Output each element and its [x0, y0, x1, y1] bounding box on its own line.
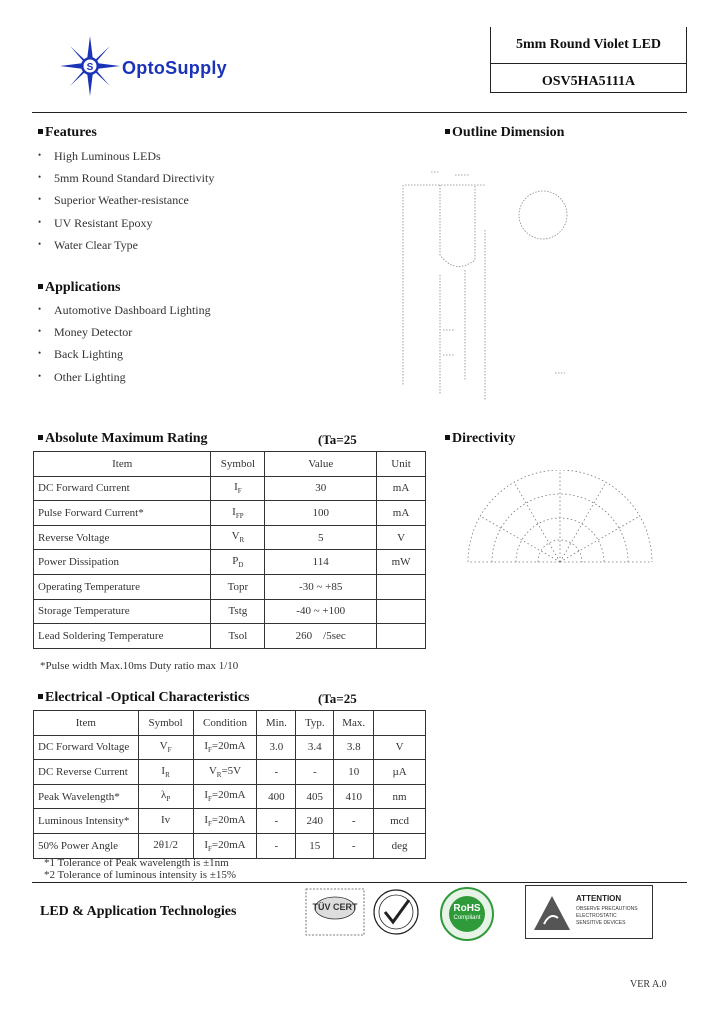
- square-bullet-icon: [38, 435, 43, 440]
- list-item: • Automotive Dashboard Lighting: [32, 303, 211, 325]
- unit-cell: nm: [374, 784, 426, 809]
- symbol-cell: Tstg: [211, 599, 265, 624]
- symbol-cell: $\lambda_P$: [138, 784, 193, 809]
- table-row: [34, 599, 426, 624]
- value-cell: 30: [265, 476, 377, 501]
- table-row: [34, 550, 426, 575]
- list-item: • High Luminous LEDs: [32, 149, 214, 171]
- col-header: Unit: [377, 452, 426, 477]
- min-cell: -: [257, 833, 296, 858]
- unit-cell: V: [377, 525, 426, 550]
- col-header: Condition: [193, 711, 257, 736]
- checkmark-seal-icon: [370, 888, 422, 936]
- typ-cell: -: [296, 760, 334, 785]
- abs-max-title: Absolute Maximum Rating: [45, 431, 208, 446]
- item-cell: Luminous Intensity*: [34, 809, 139, 834]
- divider: [491, 92, 686, 93]
- eo-notes: [44, 857, 236, 881]
- applications-list: [32, 303, 211, 392]
- table-row: [34, 624, 426, 649]
- item-cell: Storage Temperature: [34, 599, 211, 624]
- table-row: [34, 784, 426, 809]
- divider: [491, 63, 686, 64]
- footer-divider: [32, 882, 687, 883]
- condition-cell: $I_F=20mA$: [193, 784, 257, 809]
- version-label: VER A.0: [630, 979, 667, 990]
- tuv-cert-logo: [305, 888, 365, 936]
- unit-cell: mW: [377, 550, 426, 575]
- list-item: • Money Detector: [32, 325, 211, 347]
- rohs-badge-icon: [437, 886, 497, 942]
- list-item: • Superior Weather-resistance: [32, 193, 214, 215]
- square-bullet-icon: [38, 694, 43, 699]
- table-row: [34, 833, 426, 858]
- unit-cell: [377, 574, 426, 599]
- symbol-cell: Iv: [138, 809, 193, 834]
- col-header: Value: [265, 452, 377, 477]
- esd-title: ATTENTION: [576, 894, 622, 903]
- esd-line: ELECTROSTATIC: [576, 913, 617, 919]
- directivity-chart: [460, 470, 660, 580]
- symbol-cell: Tsol: [211, 624, 265, 649]
- square-bullet-icon: [445, 435, 450, 440]
- square-bullet-icon: [38, 284, 43, 289]
- esd-warning-icon: [532, 894, 572, 932]
- outline-title: Outline Dimension: [452, 125, 565, 140]
- abs-max-heading: [38, 431, 208, 447]
- item-cell: Power Dissipation: [34, 550, 211, 575]
- value-cell: -40 ~ +100: [265, 599, 377, 624]
- min-cell: 3.0: [257, 735, 296, 760]
- item-cell: Pulse Forward Current*: [34, 501, 211, 526]
- symbol-cell: Topr: [211, 574, 265, 599]
- unit-cell: mA: [377, 476, 426, 501]
- value-cell: 100: [265, 501, 377, 526]
- symbol-cell: $I_F$: [211, 476, 265, 501]
- abs-max-note: *Pulse width Max.10ms Duty ratio max 1/10: [40, 660, 239, 672]
- unit-cell: mcd: [374, 809, 426, 834]
- features-heading: [38, 125, 97, 141]
- list-item: • UV Resistant Epoxy: [32, 216, 214, 238]
- table-row: [34, 501, 426, 526]
- outline-heading: [445, 125, 564, 141]
- min-cell: -: [257, 809, 296, 834]
- rohs-text: RoHS: [453, 903, 481, 914]
- item-cell: Reverse Voltage: [34, 525, 211, 550]
- typ-cell: 240: [296, 809, 334, 834]
- esd-lines: [576, 906, 638, 927]
- brand-name: OptoSupply: [122, 58, 227, 78]
- square-bullet-icon: [38, 129, 43, 134]
- max-cell: -: [334, 809, 374, 834]
- rohs-logo: [437, 886, 497, 942]
- item-cell: DC Forward Current: [34, 476, 211, 501]
- table-row: [34, 760, 426, 785]
- symbol-cell: 2θ1/2: [138, 833, 193, 858]
- unit-cell: [377, 624, 426, 649]
- typ-cell: 15: [296, 833, 334, 858]
- eo-note: *1 Tolerance of Peak wavelength is ±1nm: [44, 857, 229, 869]
- item-cell: Peak Wavelength*: [34, 784, 139, 809]
- min-cell: 400: [257, 784, 296, 809]
- condition-cell: $I_F=20mA$: [193, 735, 257, 760]
- directivity-title: Directivity: [452, 431, 516, 446]
- value-cell: 260 /5sec: [265, 624, 377, 649]
- list-item: • Back Lighting: [32, 347, 211, 369]
- title-box: [490, 27, 687, 93]
- list-item: • 5mm Round Standard Directivity: [32, 171, 214, 193]
- table-header-row: [34, 711, 426, 736]
- star-logo-icon: [60, 34, 130, 98]
- applications-title: Applications: [45, 280, 121, 295]
- esd-warning-label: [525, 885, 653, 939]
- value-cell: 114: [265, 550, 377, 575]
- max-cell: 3.8: [334, 735, 374, 760]
- eo-condition: (Ta=25: [318, 691, 357, 706]
- svg-text:S: S: [86, 62, 94, 73]
- col-header: Max.: [334, 711, 374, 736]
- value-cell: -30 ~ +85: [265, 574, 377, 599]
- col-header: Symbol: [138, 711, 193, 736]
- table-row: [34, 525, 426, 550]
- max-cell: 410: [334, 784, 374, 809]
- eo-note: *2 Tolerance of luminous intensity is ±15%: [44, 869, 237, 881]
- table-row: [34, 809, 426, 834]
- abs-max-condition: (Ta=25: [318, 432, 357, 447]
- table-header-row: [34, 452, 426, 477]
- max-cell: -: [334, 833, 374, 858]
- symbol-cell: $V_F$: [138, 735, 193, 760]
- table-row: [34, 574, 426, 599]
- symbol-cell: $I_{FP}$: [211, 501, 265, 526]
- tuv-text: TÜV CERT: [312, 902, 358, 912]
- col-header: Symbol: [211, 452, 265, 477]
- col-header: Item: [34, 711, 139, 736]
- unit-cell: V: [374, 735, 426, 760]
- col-header: Item: [34, 452, 211, 477]
- outline-drawing: [395, 160, 595, 415]
- esd-line: SENSITIVE DEVICES: [576, 920, 626, 926]
- item-cell: Lead Soldering Temperature: [34, 624, 211, 649]
- features-title: Features: [45, 125, 97, 140]
- quality-logo: [370, 888, 422, 936]
- part-number: OSV5HA5111A: [541, 74, 636, 89]
- typ-cell: 405: [296, 784, 334, 809]
- list-item: • Water Clear Type: [32, 238, 214, 260]
- col-header: [374, 711, 426, 736]
- item-cell: 50% Power Angle: [34, 833, 139, 858]
- product-title: 5mm Round Violet LED: [515, 37, 662, 52]
- unit-cell: deg: [374, 833, 426, 858]
- tuv-logo-icon: [305, 888, 365, 936]
- features-list: [32, 149, 214, 260]
- item-cell: DC Forward Voltage: [34, 735, 139, 760]
- item-cell: Operating Temperature: [34, 574, 211, 599]
- eo-heading: [38, 690, 249, 706]
- unit-cell: [377, 599, 426, 624]
- symbol-cell: $I_R$: [138, 760, 193, 785]
- max-cell: 10: [334, 760, 374, 785]
- condition-cell: $V_R=5V$: [193, 760, 257, 785]
- unit-cell: mA: [377, 501, 426, 526]
- applications-heading: [38, 280, 120, 296]
- typ-cell: 3.4: [296, 735, 334, 760]
- value-cell: 5: [265, 525, 377, 550]
- item-cell: DC Reverse Current: [34, 760, 139, 785]
- eo-table: [33, 710, 426, 859]
- square-bullet-icon: [445, 129, 450, 134]
- esd-line: OBSERVE PRECAUTIONS: [576, 906, 638, 912]
- unit-cell: µA: [374, 760, 426, 785]
- symbol-cell: $V_R$: [211, 525, 265, 550]
- condition-cell: $I_F=20mA$: [193, 833, 257, 858]
- header-divider: [32, 112, 687, 113]
- eo-title: Electrical -Optical Characteristics: [45, 690, 250, 705]
- abs-max-table: [33, 451, 426, 649]
- min-cell: -: [257, 760, 296, 785]
- col-header: Typ.: [296, 711, 334, 736]
- table-row: [34, 735, 426, 760]
- list-item: • Other Lighting: [32, 370, 211, 392]
- rohs-sub: Compliant: [453, 915, 481, 921]
- directivity-heading: [445, 431, 516, 447]
- table-row: [34, 476, 426, 501]
- symbol-cell: $P_D$: [211, 550, 265, 575]
- condition-cell: $I_F=20mA$: [193, 809, 257, 834]
- col-header: Min.: [257, 711, 296, 736]
- company-name: LED & Application Technologies: [40, 904, 237, 919]
